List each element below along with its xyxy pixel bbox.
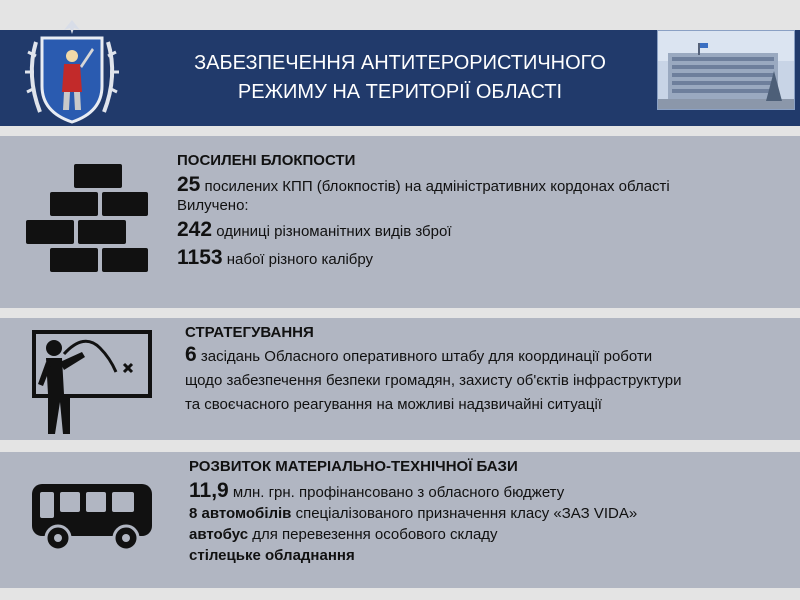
ammo-line: [177, 246, 670, 270]
seized-label: Вилучено:: [177, 197, 249, 214]
strategy-board-icon: [24, 326, 156, 438]
meetings-line-1: засідань Обласного оперативного штабу для координації роботи: [200, 348, 653, 365]
section-strategy: [0, 318, 800, 440]
checkpoints-text: посилених КПП (блокпостів) на адміністративних кордонах області: [204, 178, 670, 195]
administration-building-photo: [657, 30, 795, 110]
bus-line: [189, 526, 637, 543]
page-title: [140, 30, 660, 126]
material-base-content: [189, 458, 637, 564]
meetings-line-2: щодо забезпечення безпеки громадян, захисту об'єктів інфраструктури: [185, 372, 682, 389]
section-title: РОЗВИТОК МАТЕРІАЛЬНО-ТЕХНІЧНОЇ БАЗИ: [189, 458, 518, 475]
section-checkpoints: [0, 136, 800, 308]
title-line-2: РЕЖИМУ НА ТЕРИТОРІЇ ОБЛАСТІ: [237, 81, 563, 103]
ammo-text: набої різного калібру: [226, 251, 374, 268]
meetings-paragraph: [185, 343, 785, 417]
checkpoints-content: [177, 152, 670, 270]
weapons-text: одиниці різноманітних видів зброї: [216, 223, 452, 240]
cars-line: [189, 505, 637, 522]
funding-line: [189, 479, 637, 503]
strategy-content: [185, 324, 785, 417]
cars-text: спеціалізованого призначення класу «ЗАЗ VIDA»: [295, 505, 638, 522]
title-line-1: ЗАБЕЗПЕЧЕННЯ АНТИТЕРОРИСТИЧНОГО: [194, 52, 606, 74]
checkpoints-number: 25: [177, 173, 201, 196]
bus-bold: автобус: [189, 526, 249, 543]
brick-wall-icon: [24, 162, 150, 282]
section-material-base: [0, 452, 800, 588]
checkpoints-line: [177, 173, 670, 197]
meetings-line-3: та своєчасного реагування на можливі надзвичайні ситуації: [185, 396, 602, 413]
equipment-line: стілецьке обладнання: [189, 547, 355, 564]
bus-icon: [30, 482, 154, 552]
coat-of-arms-icon: [22, 16, 122, 126]
funding-text: млн. грн. профінансовано з обласного бюджету: [232, 484, 565, 501]
funding-number: 11,9: [189, 479, 229, 502]
cars-bold: 8 автомобілів: [189, 505, 292, 522]
ammo-number: 1153: [177, 246, 223, 269]
section-title: СТРАТЕГУВАННЯ: [185, 324, 314, 341]
bus-text: для перевезення особового складу: [252, 526, 498, 543]
weapons-line: [177, 218, 670, 242]
weapons-number: 242: [177, 218, 213, 241]
section-title: ПОСИЛЕНІ БЛОКПОСТИ: [177, 152, 356, 169]
meetings-number: 6: [185, 343, 197, 366]
